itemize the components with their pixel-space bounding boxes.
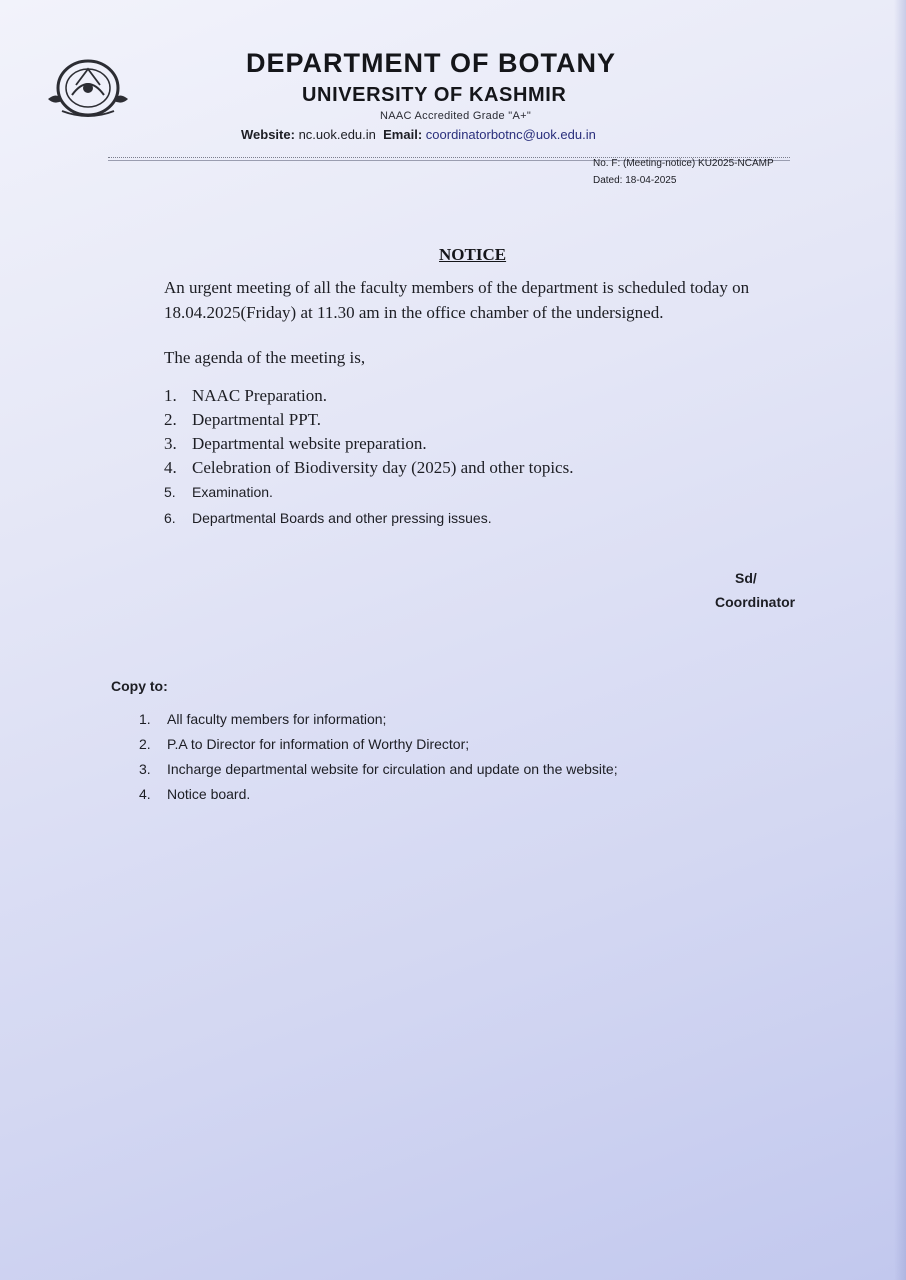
notice-paragraph: An urgent meeting of all the faculty members of the department is scheduled today on 18.04.2025(Friday) at 11.30 am in the office chamber of the undersigned. [164,278,750,322]
email-value: coordinatorbotnc@uok.edu.in [425,127,596,142]
agenda-item: 6. Departmental Boards and other pressing issues. [164,510,492,526]
agenda-intro: The agenda of the meeting is, [164,348,366,367]
copy-to-item: 3. Incharge departmental website for circulation and update on the website; [139,761,618,777]
copy-to-heading: Copy to: [111,678,168,694]
accreditation-text: NAAC Accredited Grade "A+" [380,110,532,122]
copy-to-list [139,711,618,811]
signature-sd: Sd/ [735,570,757,586]
agenda-list [164,386,573,534]
page-edge-shadow [894,0,906,1280]
reference-block [593,155,774,189]
reference-date: Dated: 18-04-2025 [593,175,677,186]
department-title: DEPARTMENT OF BOTANY [246,48,616,78]
reference-number: No. F: (Meeting-notice) KU2025-NCAMP [593,158,774,169]
agenda-item: 1. NAAC Preparation. [164,386,328,405]
agenda-item: 5. Examination. [164,484,273,500]
notice-heading: NOTICE [439,245,507,264]
copy-to-item: 4. Notice board. [139,786,251,802]
copy-to-item: 1. All faculty members for information; [139,711,387,727]
copy-to-item: 2. P.A to Director for information of Worthy Director; [139,736,470,752]
agenda-item: 4. Celebration of Biodiversity day (2025) and other topics. [164,458,574,477]
website-label: Website: [241,127,295,142]
agenda-item: 3. Departmental website preparation. [164,434,427,453]
contact-line [241,127,596,142]
email-label: Email: [383,127,423,142]
website-value: nc.uok.edu.in [298,127,376,142]
university-name: UNIVERSITY OF KASHMIR [302,84,567,106]
agenda-item: 2. Departmental PPT. [164,410,322,429]
signature-designation: Coordinator [715,594,796,610]
university-seal-icon [42,55,134,121]
